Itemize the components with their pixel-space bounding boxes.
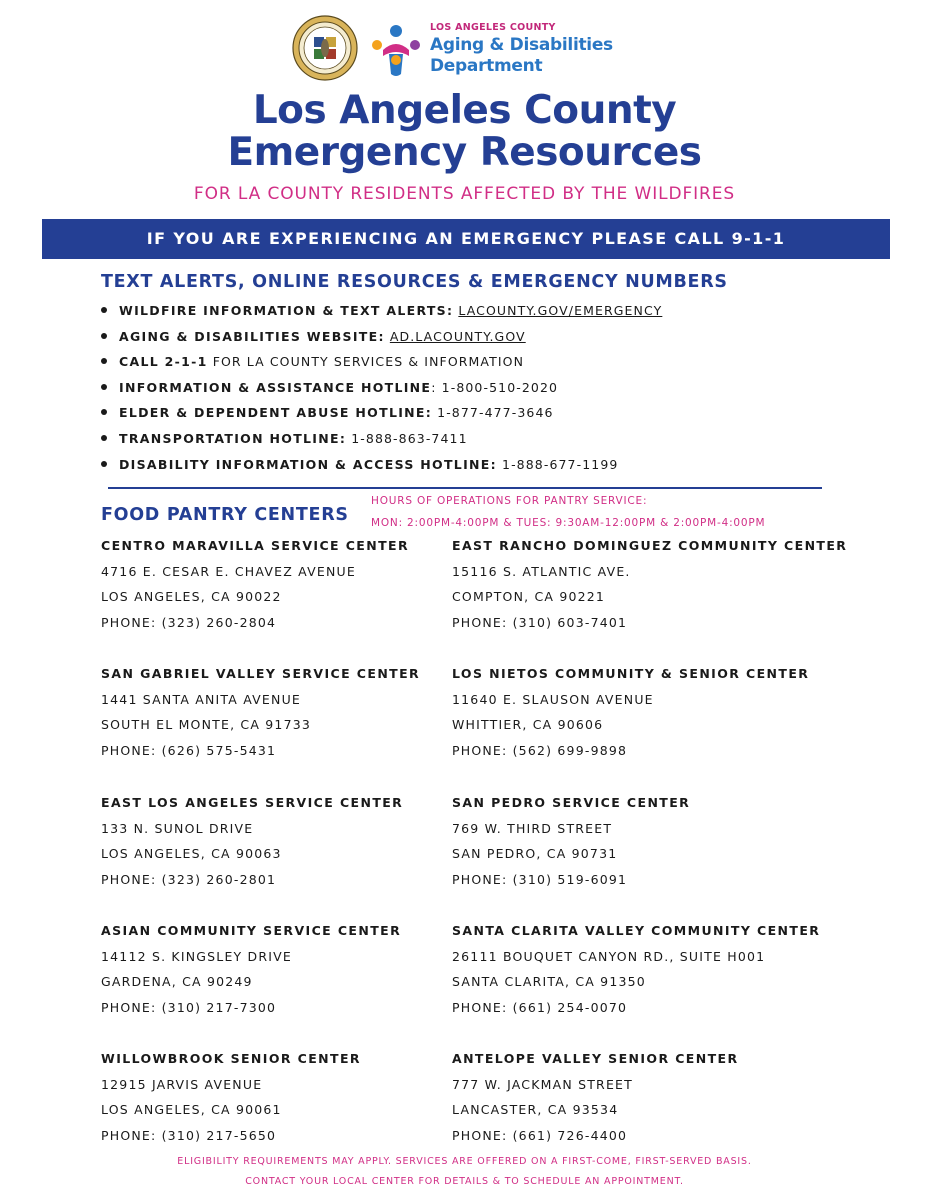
emergency-banner: IF YOU ARE EXPERIENCING AN EMERGENCY PLEASE CALL 9-1-1 bbox=[42, 219, 890, 259]
dept-name bbox=[430, 35, 613, 77]
center-phone: PHONE: (661) 254-0070 bbox=[452, 1000, 628, 1016]
center-city: SOUTH EL MONTE, CA 91733 bbox=[101, 717, 312, 733]
center-city: LANCASTER, CA 93534 bbox=[452, 1102, 619, 1118]
center-phone: PHONE: (323) 260-2801 bbox=[101, 872, 277, 888]
alert-label: TRANSPORTATION HOTLINE: bbox=[119, 430, 347, 446]
bullet-icon bbox=[101, 307, 107, 313]
alert-item bbox=[101, 327, 662, 353]
alert-value: : 1-800-510-2020 bbox=[431, 379, 559, 395]
center-name: CENTRO MARAVILLA SERVICE CENTER bbox=[101, 538, 409, 553]
alert-value: 1-888-677-1199 bbox=[502, 456, 619, 472]
dept-county-label: LOS ANGELES COUNTY bbox=[430, 22, 556, 33]
bullet-icon bbox=[101, 435, 107, 441]
dept-name-line2: Department bbox=[430, 56, 543, 76]
footer-eligibility: ELIGIBILITY REQUIREMENTS MAY APPLY. SERVICES ARE OFFERED ON A FIRST-COME, FIRST-SERVED BASIS. bbox=[177, 1156, 752, 1167]
alert-item bbox=[101, 429, 662, 455]
page-title-line2: Emergency Resources bbox=[227, 130, 702, 175]
center-city: COMPTON, CA 90221 bbox=[452, 589, 606, 605]
alert-item bbox=[101, 301, 662, 327]
center-city: SANTA CLARITA, CA 91350 bbox=[452, 974, 646, 990]
center-name: SANTA CLARITA VALLEY COMMUNITY CENTER bbox=[452, 923, 821, 938]
alert-value: 1-877-477-3646 bbox=[437, 405, 554, 421]
center-street: 14112 S. KINGSLEY DRIVE bbox=[101, 948, 292, 964]
page-subtitle: FOR LA COUNTY RESIDENTS AFFECTED BY THE WILDFIRES bbox=[193, 184, 736, 204]
aging-disabilities-logo-icon bbox=[371, 24, 421, 78]
alert-value: FOR LA COUNTY SERVICES & INFORMATION bbox=[212, 354, 525, 370]
ad-website-link[interactable]: AD.LACOUNTY.GOV bbox=[389, 328, 526, 344]
center-name: ASIAN COMMUNITY SERVICE CENTER bbox=[101, 923, 402, 938]
alert-item bbox=[101, 403, 662, 429]
alerts-heading: TEXT ALERTS, ONLINE RESOURCES & EMERGENCY NUMBERS bbox=[101, 272, 728, 292]
bullet-icon bbox=[101, 358, 107, 364]
center-street: 769 W. THIRD STREET bbox=[452, 820, 613, 836]
center-phone: PHONE: (661) 726-4400 bbox=[452, 1128, 628, 1144]
center-name: SAN PEDRO SERVICE CENTER bbox=[452, 795, 691, 810]
center-city: GARDENA, CA 90249 bbox=[101, 974, 253, 990]
alert-label: AGING & DISABILITIES WEBSITE: bbox=[119, 328, 385, 344]
alert-label: INFORMATION & ASSISTANCE HOTLINE bbox=[119, 379, 432, 395]
alert-label: DISABILITY INFORMATION & ACCESS HOTLINE: bbox=[119, 456, 497, 472]
center-street: 15116 S. ATLANTIC AVE. bbox=[452, 563, 631, 579]
bullet-icon bbox=[101, 333, 107, 339]
center-phone: PHONE: (310) 519-6091 bbox=[452, 872, 628, 888]
bullet-icon bbox=[101, 461, 107, 467]
center-city: SAN PEDRO, CA 90731 bbox=[452, 846, 618, 862]
center-city: LOS ANGELES, CA 90063 bbox=[101, 846, 282, 862]
pantry-center bbox=[452, 664, 872, 767]
pantry-hours-label: HOURS OF OPERATIONS FOR PANTRY SERVICE: bbox=[371, 495, 648, 507]
center-name: LOS NIETOS COMMUNITY & SENIOR CENTER bbox=[452, 666, 810, 681]
footer-contact: CONTACT YOUR LOCAL CENTER FOR DETAILS & TO SCHEDULE AN APPOINTMENT. bbox=[245, 1176, 684, 1187]
dept-name-line1: Aging & Disabilities bbox=[430, 35, 613, 55]
center-phone: PHONE: (562) 699-9898 bbox=[452, 743, 628, 759]
center-name: EAST LOS ANGELES SERVICE CENTER bbox=[101, 795, 404, 810]
center-city: LOS ANGELES, CA 90061 bbox=[101, 1102, 282, 1118]
center-name: ANTELOPE VALLEY SENIOR CENTER bbox=[452, 1051, 739, 1066]
center-phone: PHONE: (310) 217-5650 bbox=[101, 1128, 277, 1144]
alert-label: ELDER & DEPENDENT ABUSE HOTLINE: bbox=[119, 405, 433, 421]
section-divider bbox=[108, 487, 822, 489]
bullet-icon bbox=[101, 384, 107, 390]
center-name: WILLOWBROOK SENIOR CENTER bbox=[101, 1051, 361, 1066]
center-street: 12915 JARVIS AVENUE bbox=[101, 1076, 263, 1092]
pantry-center bbox=[452, 793, 872, 896]
alert-item bbox=[101, 378, 662, 404]
center-name: EAST RANCHO DOMINGUEZ COMMUNITY CENTER bbox=[452, 538, 848, 553]
alert-item bbox=[101, 352, 662, 378]
pantry-center bbox=[452, 921, 872, 1024]
center-street: 26111 BOUQUET CANYON RD., SUITE H001 bbox=[452, 948, 766, 964]
center-name: SAN GABRIEL VALLEY SERVICE CENTER bbox=[101, 666, 421, 681]
center-street: 1441 SANTA ANITA AVENUE bbox=[101, 691, 302, 707]
county-seal-logo bbox=[292, 15, 358, 81]
pantry-center bbox=[452, 536, 872, 639]
center-city: LOS ANGELES, CA 90022 bbox=[101, 589, 282, 605]
food-pantry-heading: FOOD PANTRY CENTERS bbox=[101, 505, 349, 525]
emergency-website-link[interactable]: LACOUNTY.GOV/EMERGENCY bbox=[458, 303, 663, 318]
bullet-icon bbox=[101, 409, 107, 415]
alert-label: CALL 2-1-1 bbox=[119, 354, 208, 370]
page-title-line1: Los Angeles County bbox=[252, 88, 677, 133]
pantry-hours-schedule: MON: 2:00PM-4:00PM & TUES: 9:30AM-12:00PM & 2:00PM-4:00PM bbox=[371, 517, 766, 529]
center-phone: PHONE: (626) 575-5431 bbox=[101, 743, 277, 759]
center-street: 11640 E. SLAUSON AVENUE bbox=[452, 691, 654, 707]
alert-value: 1-888-863-7411 bbox=[351, 430, 468, 446]
alert-label: WILDFIRE INFORMATION & TEXT ALERTS: bbox=[119, 303, 454, 318]
center-street: 133 N. SUNOL DRIVE bbox=[101, 820, 254, 836]
center-phone: PHONE: (323) 260-2804 bbox=[101, 615, 277, 631]
center-street: 4716 E. CESAR E. CHAVEZ AVENUE bbox=[101, 563, 356, 579]
center-city: WHITTIER, CA 90606 bbox=[452, 717, 604, 733]
pantry-center bbox=[452, 1049, 872, 1152]
center-phone: PHONE: (310) 603-7401 bbox=[452, 615, 628, 631]
alert-item bbox=[101, 455, 662, 481]
center-street: 777 W. JACKMAN STREET bbox=[452, 1076, 633, 1092]
center-phone: PHONE: (310) 217-7300 bbox=[101, 1000, 277, 1016]
alerts-list bbox=[101, 301, 662, 480]
